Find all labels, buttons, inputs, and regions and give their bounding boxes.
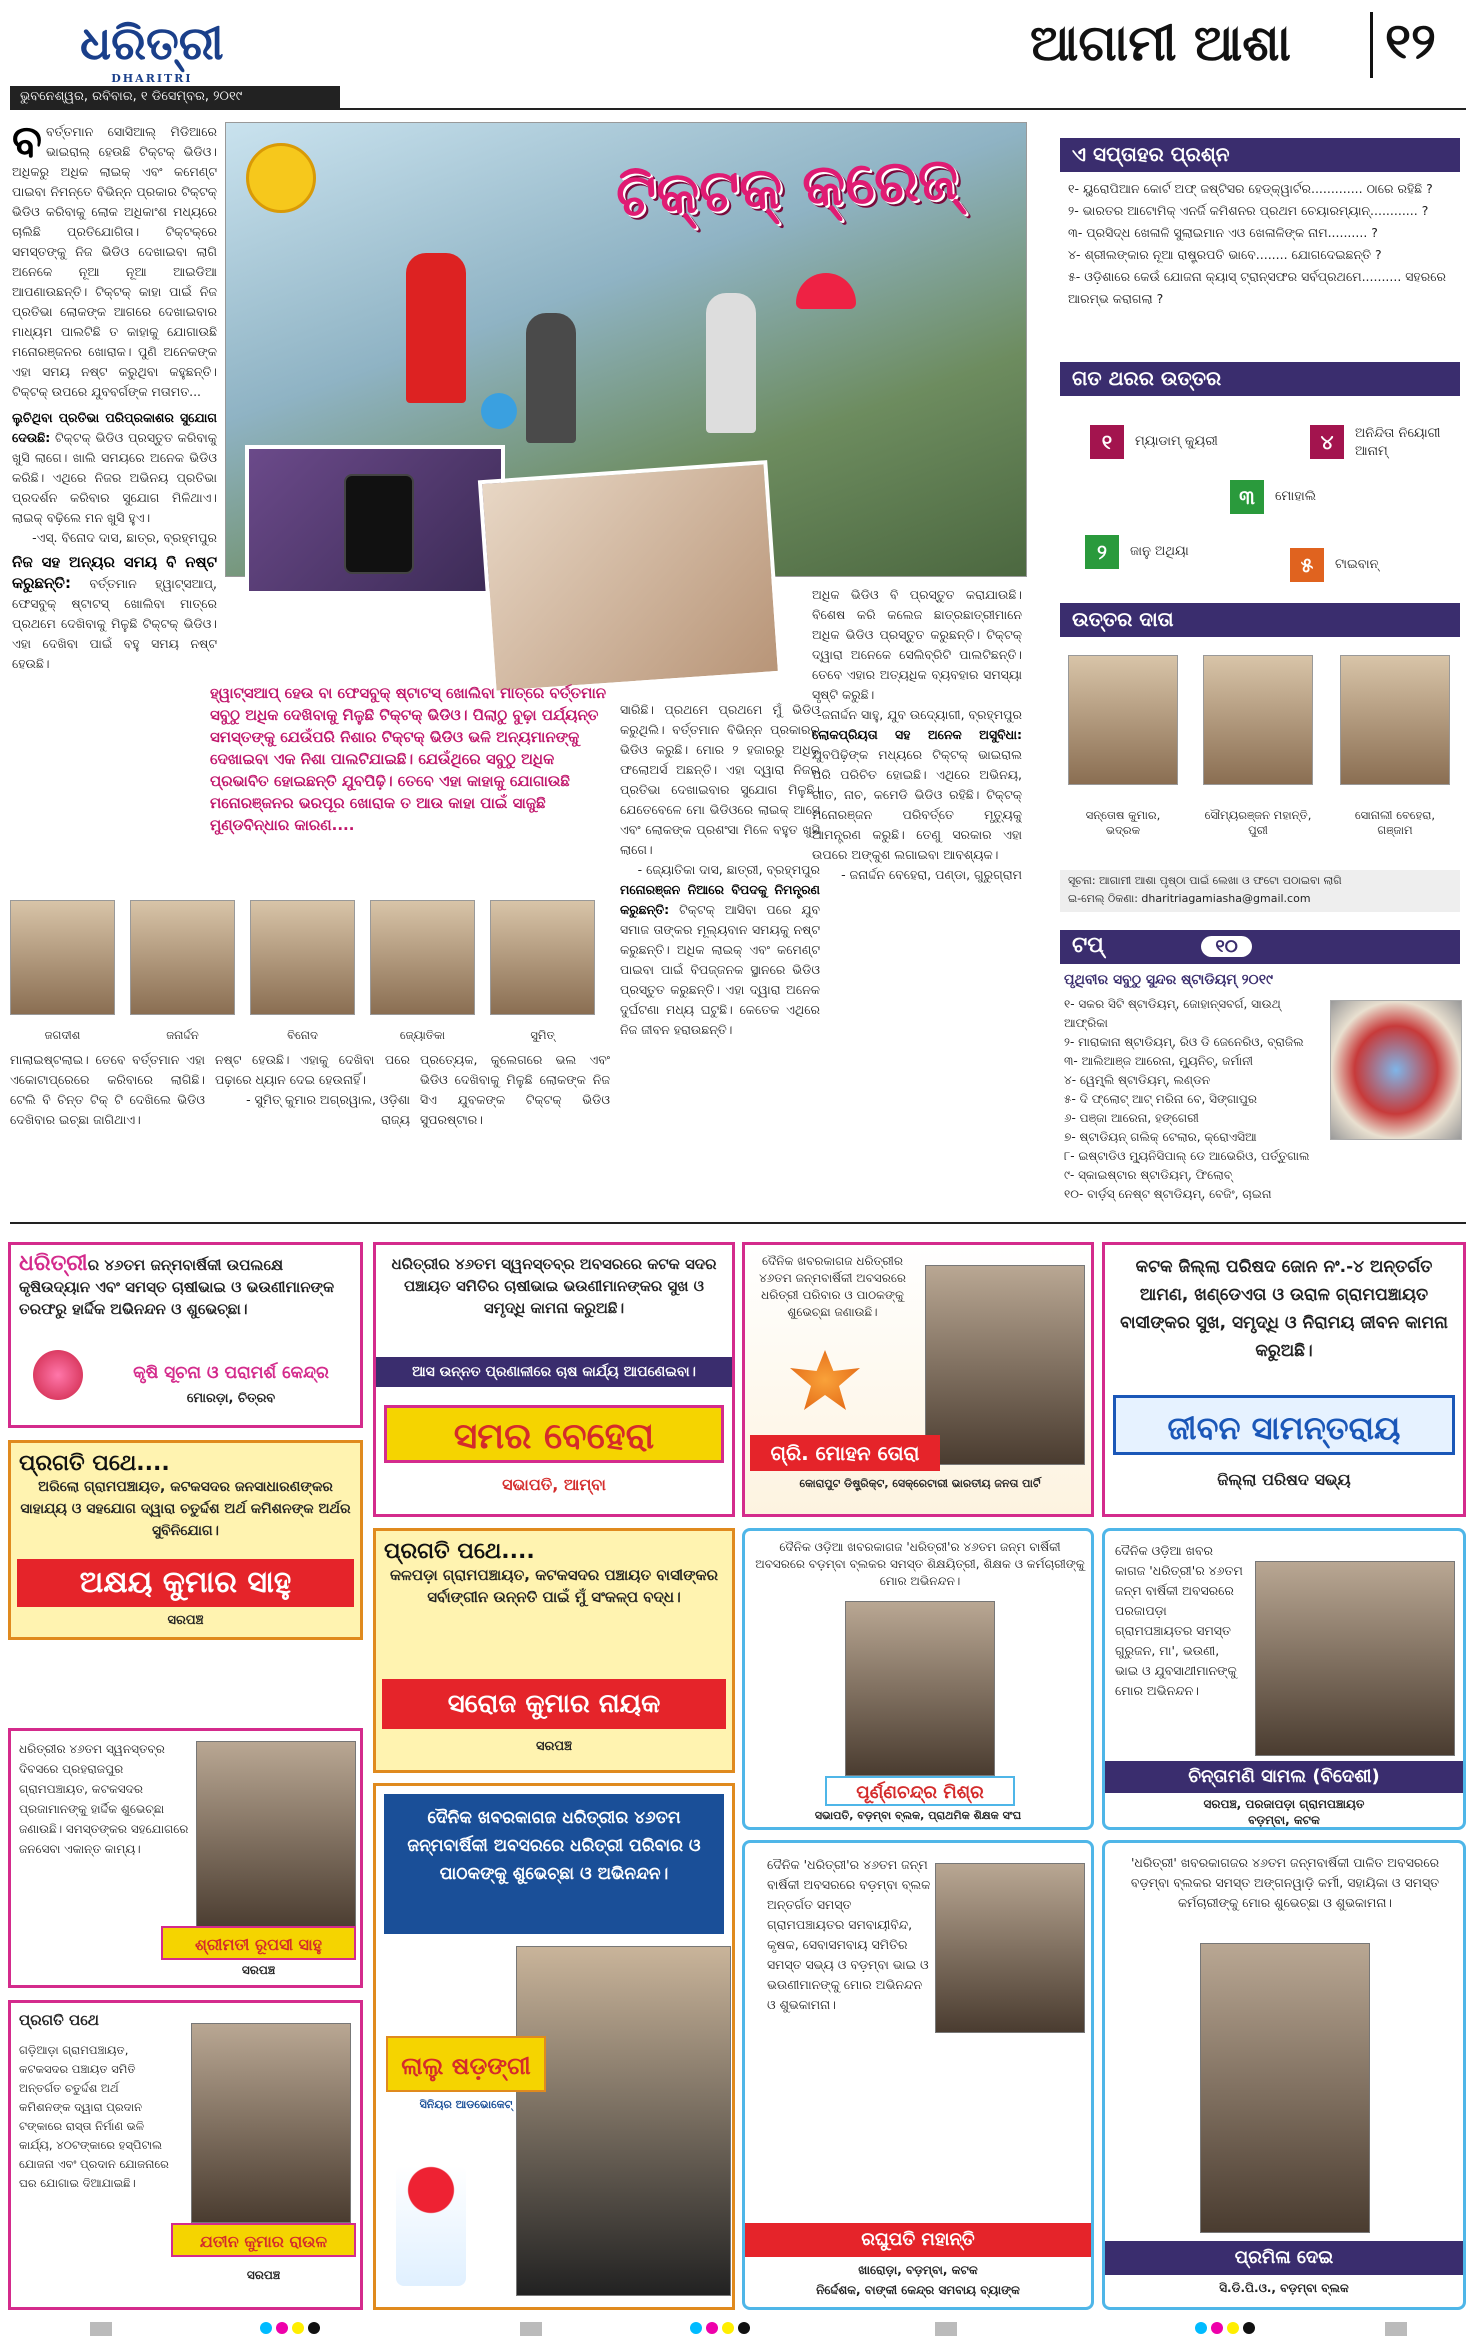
ad-name: ସମର ବେହେରା: [384, 1405, 724, 1463]
ad-role: ଖାରୋଡ଼ା, ବଡ଼ମ୍ବା, କଟକ: [858, 2263, 978, 2277]
contributor-name: ସୁମିତ୍: [530, 1028, 555, 1042]
answer-text: ଅନିନ୍ଦିତା ନିୟୋଗୀ ଆନାମ୍: [1355, 426, 1441, 459]
ad-name: ଗ୍ରି. ମୋହନ ତୋରା: [750, 1435, 940, 1471]
answerer-photo: [1203, 655, 1313, 785]
boy-figure: [706, 293, 756, 433]
phone-icon: [344, 474, 414, 574]
answer-number: ୨: [1085, 535, 1119, 569]
ad-place: ବଡ଼ମ୍ବା, କଟକ: [1248, 1813, 1320, 1827]
color-bar: [260, 2322, 320, 2334]
ad-name: ପ୍ରମିଳା ଦେଇ: [1105, 2241, 1463, 2275]
ad-role: ସରପଞ୍ଚ, ପରଜାପଡ଼ା ଗ୍ରାମପଞ୍ଚାୟତ: [1203, 1797, 1365, 1811]
registration-mark: [90, 2322, 112, 2336]
ad-name: ଅକ୍ଷୟ କୁମାର ସାହୁ: [17, 1559, 354, 1607]
logo-subtext: DHARITRI: [111, 72, 193, 85]
ad-lalu: [373, 1783, 735, 2310]
ad-text: ଗଡ଼ିଆଡ଼ା ଗ୍ରାମପଞ୍ଚାୟତ, କଟକସଦର ପଞ୍ଚାୟତ ସମିତି ଅନ୍ତର୍ଗତ ଚତୁର୍ଦ୍ଦଶ ଅର୍ଥ କମିଶନଙ୍କ ଦ୍ୱାରା ପ୍ରଦାନ ଟଙ୍କାରେ ରାସ୍ତା ନିର୍ମାଣ ଭଳି କାର୍ଯ୍ୟ, ୪୦ଟଙ୍କାରେ ହସ୍ପିଟାଲ ଯୋଜନା ଏବଂ ପ୍ରଦାନ ଯୋଜନାରେ ଘର ଯୋଗାଇ ଦିଆଯାଇଛି।: [19, 2043, 169, 2190]
contributor-photo: [490, 900, 595, 1015]
section-divider: [10, 1222, 1466, 1224]
top10-list: [1064, 995, 1319, 1204]
ad-role: ସଭାପତି, ବଡ଼ମ୍ବା ବ୍ଲକ, ପ୍ରାଥମିକ ଶିକ୍ଷକ ସଂଘ: [814, 1809, 1022, 1822]
ad-portrait: [935, 1863, 1085, 2033]
ad-text: ଦୈନିକ 'ଧରିତ୍ରୀ'ର ୪୬ତମ ଜନ୍ମ ବାର୍ଷିକୀ ଅବସରରେ ବଡ଼ମ୍ବା ବ୍ଲକ ଅନ୍ତର୍ଗତ ସମସ୍ତ ଗ୍ରାମପଞ୍ଚାୟତର ସମବାୟୀବିନ୍ଦ, କୃଷକ, ସେବାସମବାୟ ସମିତିର ସମସ୍ତ ସଭ୍ୟ ଓ ବଡ଼ମ୍ବା ଭାଇ ଓ ଭଉଣୀମାନଙ୍କୁ ମୋର ଅଭିନନ୍ଦନ ଓ ଶୁଭକାମନା।: [767, 1857, 931, 2012]
article-text: ଅଧିକ ଭିଡିଓ ବି ପ୍ରସ୍ତୁତ କରାଯାଉଛି। ବିଶେଷ କରି କଲେଜ ଛାତ୍ରଛାତ୍ରୀମାନେ ଅଧିକ ଭିଡିଓ ପ୍ରସ୍ତୁତ କରୁଛନ୍ତି। ଟିକ୍‌ଟକ୍ ଦ୍ୱାରା ଅନେକେ ସେଲିବ୍ରିଟି ପାଲଟିଛନ୍ତି। ତେବେ ଏହାର ଅତ୍ୟଧିକ ବ୍ୟବହାର ସମସ୍ୟା ସୃଷ୍ଟି କରୁଛି।: [812, 587, 1022, 702]
answer-number: ୫: [1290, 548, 1324, 582]
list-item: ୧୦- ବାର୍ଡ଼ସ୍ ନେଷ୍ଟ ଷ୍ଟାଡିୟମ୍, ବେଜିଂ, ଚାଇନା: [1064, 1187, 1272, 1201]
quiz-questions: [1068, 178, 1463, 310]
drop-cap: ବ: [12, 122, 43, 167]
ad-text: କଟକ ଜିଲ୍ଲା ପରିଷଦ ଜୋନ ନଂ.-୪ ଅନ୍ତର୍ଗତ ଆମଣ, ଖଣ୍ଡେଏତା ଓ ଉରାଳ ଗ୍ରାମପଞ୍ଚାୟତ ବାସୀଙ୍କର ସୁଖ, ସମୃଦ୍ଧି ଓ ନିରାମୟ ଜୀବନ କାମନା କରୁଅଛି।: [1120, 1257, 1448, 1361]
article-text: ନଷ୍ଟ ହେଉଛି। ଏହାକୁ ଦେଖିବା ପରେ ପଢ଼ାରେ ଧ୍ୟାନ ଦେଇ ହେଉନାହିଁ।: [215, 1052, 410, 1087]
answerers-header: ଉତ୍ତର ଦାତା: [1060, 603, 1460, 637]
ad-portrait: [845, 1601, 995, 1776]
ad-role: ସଭାପତି, ଆମ୍ବା: [502, 1475, 606, 1494]
cyan-dot: [260, 2322, 272, 2334]
ad-text: ଦୈନିକ ଓଡ଼ିଆ ଖବର କାଗଜ 'ଧରିତ୍ରୀ'ର ୪୬ତମ ଜନ୍ମ ବାର୍ଷିକୀ ଅବସରରେ ପରଜାପଡ଼ା ଗ୍ରାମପଞ୍ଚାୟତର ସମସ୍ତ ଗୁରୁଜନ, ମା', ଭଉଣୀ, ଭାଇ ଓ ଯୁବସାଥୀମାନଙ୍କୁ ମୋର ଅଭିନନ୍ଦନ।: [1115, 1543, 1243, 1698]
black-dot: [308, 2322, 320, 2334]
list-item: ୧- ସକର ସିଟି ଷ୍ଟାଡିୟମ୍, ଜୋହାନ୍ସବର୍ଗ, ସାଉଥ୍ ଆଫ୍ରିକା: [1064, 997, 1281, 1030]
contributor-name: ଜ୍ୟୋତିକା: [399, 1028, 446, 1042]
ad-heading: ପ୍ରଗତି ପଥେ....: [384, 1539, 535, 1564]
answer-text: ମ୍ୟାଡାମ୍ କ୍ୟୁରୀ: [1135, 434, 1218, 449]
boy-figure: [406, 253, 466, 403]
answer-number: ୪: [1310, 425, 1344, 459]
list-item: ୪- ୱେମ୍ବ୍ଲି ଷ୍ଟାଡିୟମ୍, ଲଣ୍ଡନ: [1064, 1073, 1211, 1087]
ad-portrait: [925, 1265, 1085, 1465]
ad-pramila: [1102, 1840, 1466, 2310]
article-text: ବର୍ତ୍ତମାନ ସୋସିଆଲ୍ ମିଡିଆରେ ଭାଇରାଲ୍ ହେଉଛି ଟିକ୍‌ଟକ୍ ଭିଡିଓ। ଅଧିକରୁ ଅଧିକ ଲାଇକ୍ ଏବଂ କମେଣ୍ଟ ପାଇବା ନିମନ୍ତେ ବିଭିନ୍ନ ପ୍ରକାର ଟିକ୍‌ଟକ୍ ଭିଡିଓ କରିବାକୁ ଲୋକ ଅଧିକାଂଶ ମଧ୍ୟରେ ଚାଲିଛି ପ୍ରତିଯୋଗିତା। ଟିକ୍‌ଟକ୍‌ରେ ସମସ୍ତଙ୍କୁ ନିଜ ଭିଡିଓ ଦେଖାଇବା ଲାଗି ଅନେକେ ନୂଆ ନୂଆ ଆଇଡିଆ ଆପଣାଉଛନ୍ତି। ଟିକ୍‌ଟକ୍ କାହା ପାଇଁ ନିଜ ପ୍ରତିଭା ଲୋକଙ୍କ ଆଗରେ ଦେଖାଇବାର ମାଧ୍ୟମ ପାଲଟିଛି ତ କାହାକୁ ଯୋଗାଉଛି ମନୋରଞ୍ଜନର ଖୋରାକ। ପୁଣି ଅନେକଙ୍କ ଏହା ସମୟ ନଷ୍ଟ କରୁଥିବା କହୁଛନ୍ତି। ଟିକ୍‌ଟକ୍ ଉପରେ ଯୁବବର୍ଗଙ୍କ ମତାମତ...: [12, 124, 217, 399]
ad-brand: ଧରିତ୍ରୀ: [19, 1251, 88, 1276]
contributor-photo: [130, 900, 235, 1015]
quiz-question: ୫- ଓଡ଼ିଶାରେ କେଉଁ ଯୋଜନା କ୍ୟାସ୍ ଟ୍ରାନ୍ସଫର ସର୍ବପ୍ରଥମେ.......... ସହରରେ ଆରମ୍ଭ କରାଗଲା ?: [1068, 269, 1446, 306]
answerer-photo: [1068, 655, 1178, 785]
ad-rupasi: [8, 1728, 363, 1988]
contributor-name: ଜନାର୍ଦ୍ଦନ: [166, 1028, 199, 1042]
magenta-dot: [276, 2322, 288, 2334]
article-signature: - ସୁମିତ୍ କୁମାର ଅଗ୍ରୱାଲ, ଓଡ଼ିଶା ରାଜ୍ୟ: [246, 1092, 410, 1127]
boy-figure: [526, 313, 576, 443]
contributor-name: ଜଗଦୀଶ: [44, 1028, 81, 1042]
answer-text: ମୋହାଲି: [1275, 489, 1317, 504]
ad-text: କଳପଡ଼ା ଗ୍ରାମପଞ୍ଚାୟତ, କଟକସଦର ପଞ୍ଚାୟତ ବାସୀଙ୍କର ସର୍ବାଙ୍ଗୀନ ଉନ୍ନତି ପାଇଁ ମୁଁ ସଂକଳ୍ପ ବଦ୍ଧ।: [389, 1566, 719, 1606]
roses-icon: [396, 2166, 466, 2286]
answers-panel: [1060, 400, 1460, 590]
logo-text: ଧରିତ୍ରୀ: [80, 16, 224, 70]
ad-role: ନିର୍ଦ୍ଦେଶକ, ବାଙ୍କୀ କେନ୍ଦ୍ର ସମବାୟ ବ୍ୟାଙ୍କ: [816, 2283, 1020, 2297]
flower-icon: [33, 1350, 83, 1400]
yellow-dot: [1227, 2322, 1239, 2334]
answerer-photo: [1340, 655, 1450, 785]
top10-badge: ୧୦: [1201, 936, 1251, 957]
yellow-dot: [292, 2322, 304, 2334]
quiz-question: ୨- ଭାରତର ଆଟୋମିକ୍ ଏନର୍ଜି କମିଶନର ପ୍ରଥମ ଚେୟାରମ୍ୟାନ୍............ ?: [1068, 203, 1429, 218]
article-column-2: [620, 700, 820, 1100]
ad-chintamani: [1102, 1528, 1466, 1830]
ad-heading: ପ୍ରଗତି ପଥେ: [19, 2011, 99, 2029]
list-item: ୭- ଷ୍ଟାଡିୟନ୍ ଗଲିକ୍ ଟେଲାର, କ୍ରୋଏସିଆ: [1064, 1130, 1257, 1144]
answers-header: ଗତ ଥରର ଉତ୍ତର: [1060, 362, 1460, 396]
top10-title: ଟପ୍: [1072, 933, 1104, 958]
article-text: ଟିକ୍‌ଟକ୍ ଭିଡିଓ ପ୍ରସ୍ତୁତ କରିବାକୁ ଖୁସି ଲାଗେ। ଖାଲି ସମୟରେ ଅନେକ ଭିଡିଓ କରିଛି। ଏଥିରେ ନିଜର ଅଭିନୟ ପ୍ରତିଭା ପ୍ରଦର୍ଶନ କରିବାର ସୁଯୋଗ ମିଳିଥାଏ। ଲାଇକ୍ ବଢ଼ିଲେ ମନ ଖୁସି ହୁଏ।: [12, 430, 217, 525]
masthead-rule: [10, 108, 1466, 110]
ad-role: ଜିଲ୍ଲା ପରିଷଦ ସଭ୍ୟ: [1217, 1470, 1351, 1489]
article-text: ଯୁବପିଢ଼ିଙ୍କ ମଧ୍ୟରେ ଟିକ୍‌ଟକ୍ ଭାଇରାଲ ପରି ପରିଚିତ ହୋଇଛି। ଏଥିରେ ଅଭିନୟ, ଗୀତ, ନାଚ, କମେଡି ଭିଡିଓ ରହିଛି। ଟିକ୍‌ଟକ୍ ମନୋରଞ୍ଜନ ପରିବର୍ତ୍ତେ ମୃତ୍ୟୁକୁ ଆମନ୍ତ୍ରଣ କରୁଛି। ତେଣୁ ସରକାର ଏହା ଉପରେ ଅଙ୍କୁଶ ଲଗାଇବା ଆବଶ୍ୟକ।: [812, 747, 1022, 862]
ad-role: ସି.ଡି.ପି.ଓ., ବଡ଼ମ୍ବା ବ୍ଲକ: [1219, 2281, 1349, 2295]
answer-text: ଟାଇବାନ୍: [1335, 557, 1379, 572]
contributors-strip: [10, 900, 600, 1070]
top10-subtitle: ପୃଥିବୀର ସବୁଠୁ ସୁନ୍ଦର ଷ୍ଟାଡିୟମ୍ ୨୦୧୯: [1064, 972, 1273, 988]
registration-mark: [935, 2322, 957, 2336]
ad-role: ସରପଞ୍ଚ: [167, 1613, 204, 1628]
ad-krushi: [8, 1242, 363, 1428]
contributor-photo: [370, 900, 475, 1015]
contributor-photo: [10, 900, 115, 1015]
lotus-icon: [790, 1350, 860, 1410]
yellow-dot: [722, 2322, 734, 2334]
ad-place: ମୋରଡ଼ା, ଚିତ୍ରବ: [186, 1391, 276, 1406]
black-dot: [1243, 2322, 1255, 2334]
page-number: ୧୨: [1370, 12, 1436, 78]
list-item: ୫- ଦି ଫ୍ଲୋଟ୍ ଆଟ୍ ମରିନା ବେ, ସିଙ୍ଗାପୁର: [1064, 1092, 1257, 1106]
ad-name: ଲାଲୁ ଷଡ଼ଙ୍ଗୀ: [386, 2036, 546, 2092]
email-link[interactable]: ଇ-ମେଲ୍ ଠିକଣା: dharitriagamiasha@gmail.com: [1068, 892, 1311, 905]
article-signature: - ଜ୍ୟୋତିକା ଦାସ, ଛାତ୍ରୀ, ବ୍ରହ୍ମପୁର: [637, 862, 820, 877]
ad-name: ରଘୁପତି ମହାନ୍ତି: [745, 2223, 1091, 2257]
dateline: ଭୁବନେଶ୍ୱର, ରବିବାର, ୧ ଡିସେମ୍ବର, ୨୦୧୯: [10, 86, 340, 108]
bucket-icon: [796, 273, 856, 309]
ad-portrait: [196, 1741, 356, 1931]
ad-jatin: [8, 2000, 363, 2310]
note-text: ସୂଚନା: ଆଗାମୀ ଆଶା ପୃଷ୍ଠା ପାଇଁ ଲେଖା ଓ ଫଟୋ ପଠାଇବା ଲାଗି: [1068, 874, 1342, 887]
newspaper-logo: [80, 16, 224, 85]
registration-mark: [1385, 2322, 1407, 2336]
ad-name: ଜୀବନ ସାମନ୍ତରାୟ: [1113, 1395, 1455, 1455]
article-subhead: ମନୋରଞ୍ଜନ ନିଆରେ ବିପଦକୁ ନିମନ୍ତ୍ରଣ କରୁଛନ୍ତି:: [620, 882, 820, 917]
ad-samar: [373, 1242, 735, 1517]
list-item: ୩- ଆଲିଆଞ୍ଜ ଆରେନା, ମ୍ୟୁନିଚ୍, ଜର୍ମାନୀ: [1064, 1054, 1254, 1068]
ad-text: ଦୈନିକ ଖବରକାଗଜ ଧରିତ୍ରୀର ୪୬ତମ ଜନ୍ମବାର୍ଷିକୀ ଅବସରରେ ଧରିତ୍ରୀ ପରିବାର ଓ ପାଠକଙ୍କୁ ଶୁଭେଚ୍ଛା ଓ ଅଭିନନ୍ଦନ।: [384, 1794, 724, 1934]
laughing-emoji-icon: [246, 143, 316, 213]
quiz-question: ୪- ଶ୍ରୀଲଙ୍କାର ନୂଆ ରାଷ୍ଟ୍ରପତି ଭାବେ........ ଯୋଗଦେଇଛନ୍ତି ?: [1068, 247, 1382, 262]
quiz-question: ୧- ୟୁରୋପିଆନ କୋର୍ଟ ଅଫ୍ ଜଷ୍ଟିସର ହେଡ୍‌କ୍ୱାର୍ଟର............. ଠାରେ ରହିଛି ?: [1068, 181, 1433, 196]
article-subhead: ଲୋକପ୍ରିୟତା ସହ ଅନେକ ଅସୁବିଧା:: [812, 727, 1022, 742]
list-item: ୬- ପଞ୍ଜା ଆରେନା, ହଙ୍ଗେରୀ: [1064, 1111, 1199, 1125]
ad-strip: ଆସ ଉନ୍ନତ ପ୍ରଣାଳୀରେ ଚାଷ କାର୍ଯ୍ୟ ଆପଣେଇବା।: [376, 1357, 732, 1387]
answer-text: ଜାନୁ ଅଥିୟା: [1130, 544, 1189, 559]
submission-note: [1060, 870, 1460, 912]
article-column-3: [812, 585, 1022, 1095]
ad-heading: ପ୍ରଗତି ପଥେ....: [19, 1451, 170, 1476]
section-title: ଆଗାମୀ ଆଶା: [1030, 14, 1291, 72]
ad-jiban: [1102, 1242, 1466, 1517]
article-text: ଟିକ୍‌ଟକ୍ ଆସିବା ପରେ ଯୁବ ସମାଜ ତାଙ୍କର ମୂଲ୍ୟବାନ ସମୟକୁ ନଷ୍ଟ କରୁଛନ୍ତି। ଅଧିକ ଲାଇକ୍ ଏବଂ କମେଣ୍ଟ ପାଇବା ପାଇଁ ବିପଜ୍ଜନକ ସ୍ଥାନରେ ଭିଡିଓ ପ୍ରସ୍ତୁତ କରୁଛନ୍ତି। ଏହା ଦ୍ୱାରା ଅନେକ ଦୁର୍ଘଟଣା ମଧ୍ୟ ଘଟୁଛି। କେତେକ ଏଥିରେ ନିଜ ଜୀବନ ହରାଉଛନ୍ତି।: [620, 902, 820, 1037]
answerer-name: ସୋନାଲୀ ବେହେରା, ଗଞ୍ଜାମ: [1354, 808, 1436, 837]
ad-akshaya: [8, 1440, 363, 1640]
article-text: ସାରିଛି। ପ୍ରଥମେ ପ୍ରଥମେ ମୁଁ ଭିଡିଓ କରୁଥିଲି। ବର୍ତ୍ତମାନ ବିଭିନ୍ନ ପ୍ରକାରର ଭିଡିଓ କରୁଛି। ମୋର ୨ ହଜାରରୁ ଅଧିକ ଫଲୋଅର୍ସ ଅଛନ୍ତି। ଏହା ଦ୍ୱାରା ନିଜର ପ୍ରତିଭା ଦେଖାଇବାର ସୁଯୋଗ ମିଳୁଛି। ଯେତେବେଳେ ମୋ ଭିଡିଓରେ ଲାଇକ୍ ଆସେ ଏବଂ ଲୋକଙ୍କ ପ୍ରଶଂସା ମିଳେ ବହୁତ ଖୁସି ଲାଗେ।: [620, 702, 820, 857]
article-subhead: ନିଜ ସହ ଅନ୍ୟର ସମୟ ବି ନଷ୍ଟ କରୁଛନ୍ତି:: [12, 553, 217, 592]
ad-role: କୋରାପୁଟ ଡିଷ୍ଟ୍ରିକ୍ଟ, ସେକ୍ରେଟାରୀ ଭାରତୀୟ ଜନତା ପାର୍ଟି: [799, 1477, 1041, 1490]
ball-icon: [481, 393, 517, 429]
ad-name: ଚିନ୍ତାମଣି ସାମଲ (ବିଦେଶୀ): [1105, 1761, 1463, 1793]
ad-text: ର ୪୬ତମ ଜନ୍ମବାର୍ଷିକୀ ଉପଲକ୍ଷେ କୃଷିଉଦ୍ୟାନ ଏବଂ ସମସ୍ତ ଚାଷୀଭାଇ ଓ ଭଉଣୀମାନଙ୍କ ତରଫରୁ ହାର୍ଦ୍ଦିକ ଅଭିନନ୍ଦନ ଓ ଶୁଭେଚ୍ଛା।: [19, 1256, 335, 1318]
answerer-name: ସୌମ୍ୟରଞ୍ଜନ ମହାନ୍ତି, ପୁରୀ: [1204, 808, 1312, 837]
article-signature: -ଏସ୍. ବିନୋଦ ଦାସ, ଛାତ୍ର, ବ୍ରହ୍ମପୁର: [32, 530, 217, 545]
list-item: ୮- ଇଷ୍ଟାଡିଓ ମ୍ୟୁନିସିପାଲ୍ ଡେ ଆଭେରିଓ, ପର୍ତ୍ତୁଗାଲ: [1064, 1149, 1310, 1163]
ad-text: 'ଧରିତ୍ରୀ' ଖବରକାଗଜର ୪୬ତମ ଜନ୍ମବାର୍ଷିକୀ ପାଳିତ ଅବସରରେ ବଡ଼ମ୍ବା ବ୍ଲକର ସମସ୍ତ ଅଙ୍ଗନୱାଡ଼ି କର୍ମୀ, ସହାୟିକା ଓ ସମସ୍ତ କର୍ମଚାରୀଙ୍କୁ ମୋର ଶୁଭେଚ୍ଛା ଓ ଶୁଭକାମନା।: [1130, 1855, 1440, 1910]
ad-saroj: [373, 1528, 735, 1773]
ad-purnachandra: [742, 1528, 1094, 1830]
answerer-name: ସନ୍ତୋଷ କୁମାର, ଭଦ୍ରକ: [1085, 808, 1161, 837]
ad-role: ସରପଞ୍ଚ: [536, 1739, 572, 1754]
ad-name: ଶ୍ରୀମତୀ ରୂପସୀ ସାହୁ: [161, 1926, 356, 1960]
ad-portrait: [1255, 1561, 1455, 1756]
pull-quote: ହ୍ୱାଟ୍ସଆପ୍ ହେଉ ବା ଫେସବୁକ୍ ଷ୍ଟାଟସ୍ ଖୋଲିବା ମାତ୍ରେ ବର୍ତ୍ତମାନ ସବୁଠୁ ଅଧିକ ଦେଖିବାକୁ ମିଳୁଛି ଟିକ୍‌ଟକ୍ ଭିଡିଓ। ପିଲାଠୁ ବୁଢ଼ା ପର୍ଯ୍ୟନ୍ତ ସମସ୍ତଙ୍କୁ ଯେଉଁପରି ନିଶାର ଟିକ୍‌ଟକ୍ ଭିଡିଓ ଭଳି ଅନ୍ୟମାନଙ୍କୁ ଦେଖାଇବା ଏକ ନିଶା ପାଲଟିଯାଇଛି। ଯେଉଁଥିରେ ସବୁଠୁ ଅଧିକ ପ୍ରଭାବିତ ହୋଇଛନ୍ତି ଯୁବପିଢ଼ି। ତେବେ ଏହା କାହାକୁ ଯୋଗାଉଛି ମନୋରଞ୍ଜନର ଭରପୂର ଖୋରାକ ତ ଆଉ କାହା ପାଇଁ ସାଜୁଛି ମୁଣ୍ଡବିନ୍ଧାର କାରଣ....: [210, 684, 607, 834]
girls-selfie-photo: [478, 460, 782, 695]
list-item: ୯- ସ୍କାଇଷ୍ଟାର ଷ୍ଟାଡିୟମ୍, ଫିଲୋବ୍: [1064, 1168, 1233, 1182]
ad-portrait: [516, 1946, 731, 2296]
color-bar: [1195, 2322, 1255, 2334]
color-bar: [690, 2322, 750, 2334]
ad-name: ପୂର୍ଣ୍ଣଚନ୍ଦ୍ର ମିଶ୍ର: [825, 1776, 1015, 1806]
ad-raghupati: [742, 1840, 1094, 2310]
article-signature: - ଜନାର୍ଦ୍ଦନ ବେହେରା, ପଣ୍ଡା, ଗୁରୁଗ୍ରାମ: [841, 867, 1022, 882]
bottom-text-3: ପ୍ରତ୍ୟେକ, କୁଲେଗରେ ଭଲ ଏବଂ ଭିଡିଓ ଦେଖିବାକୁ ମିଳୁଛି ଲୋକଙ୍କ ନିଜ ସିଏ ଯୁବକଙ୍କ ଟିକ୍‌ଟକ୍ ଭିଡିଓ ସୁପରଷ୍ଟାର।: [420, 1052, 610, 1127]
top10-header: [1060, 930, 1460, 964]
ad-mohan: [742, 1242, 1094, 1517]
bottom-text-2: [215, 1050, 410, 1170]
answer-number: ୩: [1230, 480, 1264, 514]
ad-text: ଦୈନିକ ଖବରକାଗଜ ଧରିତ୍ରୀର ୪୬ତମ ଜନ୍ମବାର୍ଷିକୀ ଅବସରରେ ଧରିତ୍ରୀ ପରିବାର ଓ ପାଠକଙ୍କୁ ଶୁଭେଚ୍ଛା ଜଣାଉଛି।: [759, 1254, 906, 1319]
ad-text: ଧରିତ୍ରୀର ୪୬ତମ ସ୍ୱନସ୍ତବ୍ର ଅବସରରେ କଟକ ସଦର ପଞ୍ଚାୟତ ସମିତିର ଚାଷୀଭାଇ ଭଉଣୀମାନଙ୍କର ସୁଖ ଓ ସମୃଦ୍ଧି କାମନା କରୁଅଛି।: [391, 1255, 717, 1317]
quiz-header: ଏ ସପ୍ତାହର ପ୍ରଶ୍ନ: [1060, 138, 1460, 172]
article-column-1: [12, 122, 217, 902]
ad-text: ଧରିତ୍ରୀର ୪୬ତମ ସ୍ୱନସ୍ତବ୍ର ଦିବସରେ ପ୍ରହରାଜପୁର ଗ୍ରାମପଞ୍ଚାୟତ, କଟକସଦର ପ୍ରଜାମାନଙ୍କୁ ହାର୍ଦ୍ଦିକ ଶୁଭେଚ୍ଛା ଜଣାଉଛି। ସମସ୍ତଙ୍କର ସହଯୋଗରେ ଜନସେବା ଏକାନ୍ତ କାମ୍ୟ।: [19, 1742, 189, 1856]
tiktok-phone-photo: [245, 445, 505, 595]
ad-role: ସିନିୟର ଆଡଭୋକେଟ୍: [419, 2098, 513, 2111]
ad-role: ସରପଞ୍ଚ: [241, 1963, 276, 1977]
quiz-question: ୩- ପ୍ରସିଦ୍ଧ ଖେଳାଳି ସୁଲାଇମାନ ଏଓ ଖେଳାଳିଙ୍କ ନାମ.......... ?: [1068, 225, 1378, 240]
ad-name: ଯତୀନ କୁମାର ରାଉଳ: [171, 2223, 356, 2257]
ad-portrait: [1200, 1943, 1370, 2233]
article-text: ବର୍ତ୍ତମାନ ହ୍ୱାଟ୍ସଆପ୍, ଫେସବୁକ୍ ଷ୍ଟାଟସ୍ ଖୋଲିବା ମାତ୍ରେ ପ୍ରଥମେ ଦେଖିବାକୁ ମିଳୁଛି ଟିକ୍‌ଟକ୍ ଭିଡିଓ। ଏହା ଦେଖିବା ପାଇଁ ବହୁ ସମୟ ନଷ୍ଟ ହେଉଛି।: [12, 576, 217, 671]
cyan-dot: [690, 2322, 702, 2334]
ad-org: କୃଷି ସୂଚନା ଓ ପରାମର୍ଶ କେନ୍ଦ୍ର: [133, 1363, 329, 1383]
magenta-dot: [706, 2322, 718, 2334]
list-item: ୨- ମାରାକାନା ଷ୍ଟାଡିୟମ୍, ରିଓ ଡି ଜେନେରିଓ, ବ୍ରାଜିଲ: [1064, 1035, 1304, 1049]
contributor-name: ବିନୋଦ: [287, 1028, 318, 1042]
registration-mark: [520, 2322, 542, 2336]
ad-name: ସରୋଜ କୁମାର ନାୟକ: [382, 1679, 726, 1729]
stadium-photo: [1330, 1000, 1462, 1140]
black-dot: [738, 2322, 750, 2334]
ad-portrait: [191, 2023, 351, 2223]
ad-text: ଅରିଲୋ ଗ୍ରାମପଞ୍ଚାୟତ, କଟକସଦର ଜନସାଧାରଣଙ୍କର ସାହାଯ୍ୟ ଓ ସହଯୋଗ ଦ୍ୱାରା ଚତୁର୍ଦ୍ଦଶ ଅର୍ଥ କମିଶନଙ୍କ ଅର୍ଥର ସୁବିନିଯୋଗ।: [20, 1479, 351, 1539]
ad-text: ଦୈନିକ ଓଡ଼ିଆ ଖବରକାଗଜ 'ଧରିତ୍ରୀ'ର ୪୬ତମ ଜନ୍ମ ବାର୍ଷିକୀ ଅବସରରେ ବଡ଼ମ୍ବା ବ୍ଲକର ସମସ୍ତ ଶିକ୍ଷୟିତ୍ରୀ, ଶିକ୍ଷକ ଓ କର୍ମଚାରୀଙ୍କୁ ମୋର ଅଭିନନ୍ଦନ।: [755, 1540, 1085, 1588]
contributor-photo: [250, 900, 355, 1015]
article-signature: -ଜନାର୍ଦ୍ଦନ ସାହୁ, ଯୁବ ଉଦ୍ୟୋଗୀ, ବ୍ରହ୍ମପୁର: [817, 707, 1022, 722]
article-subhead: ଲୁଚିଥିବା ପ୍ରତିଭା ପରିପ୍ରକାଶର ସୁଯୋଗ ଦେଉଛି:: [12, 410, 217, 445]
answer-number: ୧: [1090, 425, 1124, 459]
cyan-dot: [1195, 2322, 1207, 2334]
magenta-dot: [1211, 2322, 1223, 2334]
bottom-text-1: ମାଲାଇଷ୍ଟଲାଇ। ତେବେ ବର୍ତ୍ତମାନ ଏହା ଏକୋଟାପ୍ରେରେ କରିବାରେ ଲାଗିଛି। ଟେଲି ବି ଚିନ୍ତ ଟିକ୍ ଟି ଦେଖିଲେ ଭିଡିଓ ଦେଖିବାର ଇଚ୍ଛା ଜାଗିଥାଏ।: [10, 1052, 205, 1127]
hero-headline: ଟିକ୍‌ଟକ୍ କ୍ରେଜ୍: [614, 144, 960, 230]
ad-role: ସରପଞ୍ଚ: [246, 2268, 281, 2282]
